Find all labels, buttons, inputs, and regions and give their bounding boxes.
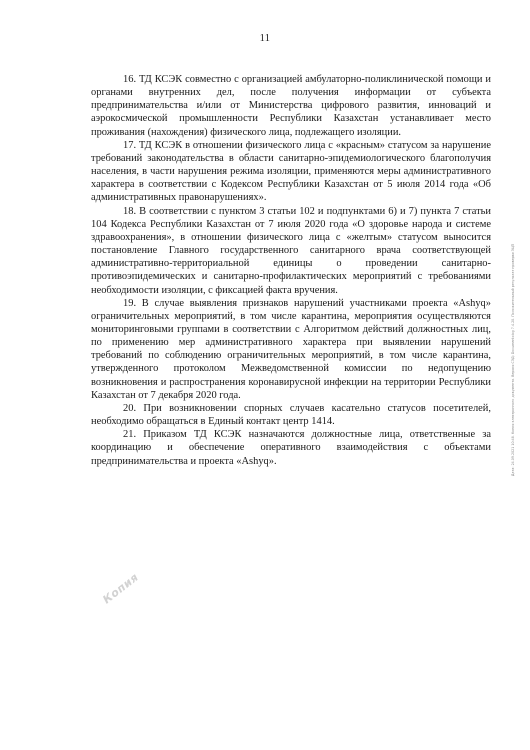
document-body: [91, 73, 491, 468]
page-number: 11: [259, 33, 271, 44]
paragraph-16: 16. ТД КСЭК совместно с организацией амбулаторно-поликлинической помощи и органами внутренних дел, после получения информации от субъекта предпринимательства и/или от Министерства цифрового развития, инноваций и аэрокосмической промышленности Республики Казахстан устанавливает место проживания (нахождения) физического лица, подлежащего изоляции.: [91, 74, 491, 138]
paragraph-20: 20. При возникновении спорных случаев касательно статусов посетителей, необходимо обращаться в Единый контакт центр 1414.: [91, 402, 491, 428]
copy-watermark: Копия: [100, 570, 142, 607]
paragraph-18: 18. В соответствии с пунктом 3 статьи 102 и подпунктами 6) и 7) пункта 7 статьи 104 Кодекса Республики Казахстан от 7 июля 2020 года «О здоровье народа и системе здравоохранения», в отношении физического лица с «желтым» статусом выносится постановление Главного государственного санитарного врача соответствующей административно-территориальной единицы о проведении санитарно-противоэпидемических и санитарно-профилактических мероприятий с требованиями необходимости изоляции, с фиксацией факта вручения.: [91, 205, 491, 296]
paragraph-21: 21. Приказом ТД КСЭК назначаются должностные лица, ответственные за координацию и обеспечение оперативного взаимодействия с объектами предпринимательства и проекта «Ashyq».: [91, 429, 491, 467]
paragraph-19: 19. В случае выявления признаков нарушений участниками проекта «Ashyq» ограничительных мероприятий, в том числе карантина, мероприятия осуществляются мониторинговыми группами в соответствии с Алгоритмом действий должностных лиц, по применению мер административного характера при выявлении нарушений требований по соблюдению ограничительных мероприятий, в том числе карантина, утвержденного протоколом Межведомственной комиссии по недопущению возникновения и распространения коронавирусной инфекции на территории Республики Казахстан от 7 декабря 2020 года.: [91, 297, 491, 401]
paragraph-17: 17. ТД КСЭК в отношении физического лица с «красным» статусом за нарушение требований законодательства в области санитарно-эпидемиологического благополучия населения, в части нарушения режима изоляции, применяются меры административного характера в соответствии с Кодексом Республики Казахстан от 5 июля 2014 года «Об административных правонарушениях».: [91, 139, 491, 204]
edoc-verification-stamp: Дата: 24.09.2021 10:48. Копия электронного документа. Версия СЭД: Documentolog 7.4.20. Положительный результат проверки ЭЦП: [511, 243, 515, 477]
